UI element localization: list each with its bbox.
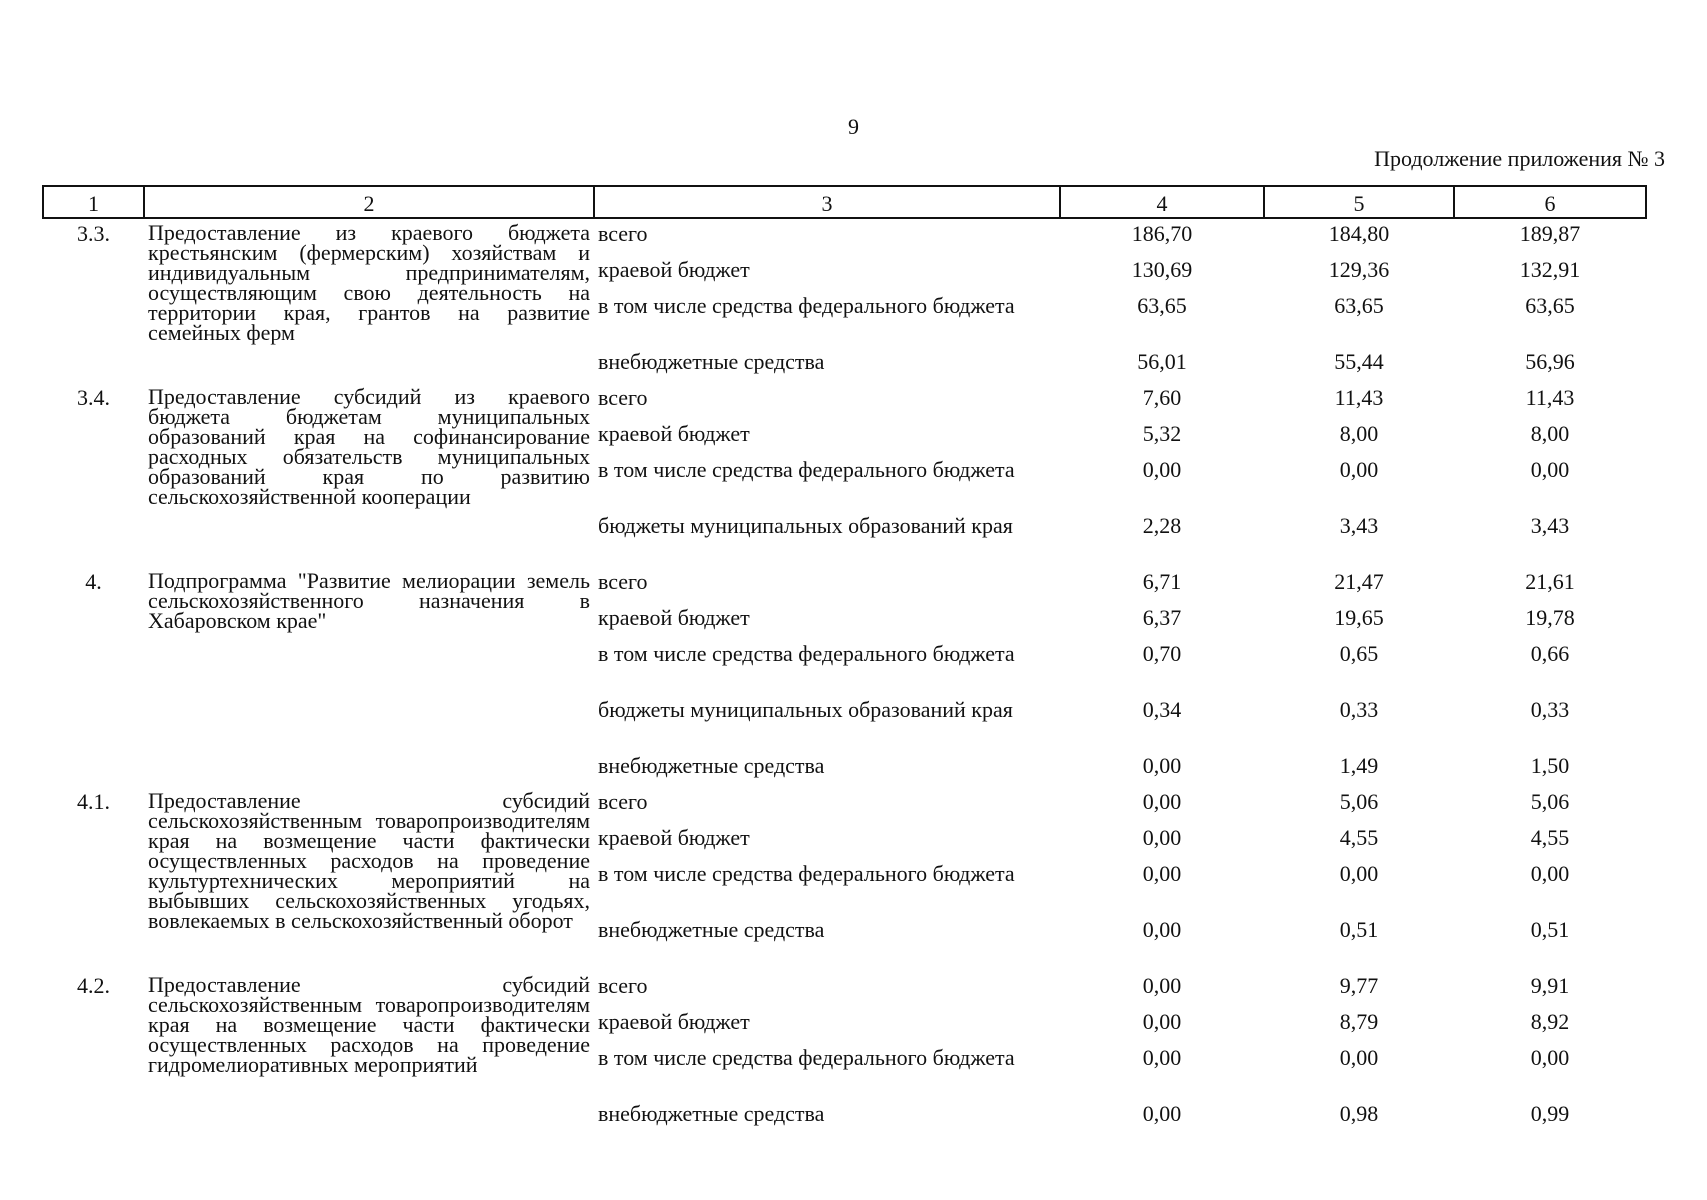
measure-name: Предоставление субсидий сельскохозяйственным товаропроизводителям края на возмещение части фактически осуществленных расходов на проведение культуртехнических мероприятий на выбывших сельскохозяйственных угодьях, вовлекаемых в сельскохозяйственный оборот: [148, 788, 590, 933]
value-v6: 3,43: [1530, 513, 1570, 538]
value-v5: 129,36: [1328, 257, 1390, 282]
value-v4: 0,00: [1142, 825, 1182, 850]
value-v4: 63,65: [1137, 293, 1187, 318]
value-v6: 9,91: [1530, 973, 1570, 998]
funding-source: краевой бюджет: [598, 825, 750, 850]
value-v4: 0,34: [1142, 697, 1182, 722]
value-v4: 186,70: [1131, 221, 1193, 246]
value-v5: 0,98: [1339, 1101, 1379, 1126]
value-v6: 132,91: [1519, 257, 1581, 282]
value-v4: 0,00: [1142, 457, 1182, 482]
funding-source: в том числе средства федерального бюджета: [598, 641, 1015, 666]
value-v5: 11,43: [1334, 385, 1384, 410]
value-v5: 21,47: [1334, 569, 1384, 594]
funding-source: бюджеты муниципальных образований края: [598, 513, 1013, 538]
col-header-4: 4: [1060, 186, 1264, 218]
page-number: 9: [848, 114, 859, 139]
row-number: 3.4.: [77, 385, 110, 410]
measure-name: Предоставление из краевого бюджета крестьянским (фермерским) хозяйствам и индивидуальным предпринимателям, осуществляющим свою деятельность на территории края, грантов на развитие семейных ферм: [148, 220, 590, 345]
value-v4: 0,00: [1142, 1009, 1182, 1034]
value-v6: 8,00: [1530, 421, 1570, 446]
value-v5: 9,77: [1339, 973, 1379, 998]
row-number: 4.: [85, 569, 102, 594]
value-v5: 3,43: [1339, 513, 1379, 538]
funding-source: в том числе средства федерального бюджета: [598, 293, 1015, 318]
measure-name: Подпрограмма "Развитие мелиорации земель сельскохозяйственного назначения в Хабаровском крае": [148, 568, 590, 633]
value-v4: 2,28: [1142, 513, 1182, 538]
funding-source: внебюджетные средства: [598, 917, 825, 942]
value-v5: 63,65: [1334, 293, 1384, 318]
value-v6: 5,06: [1530, 789, 1570, 814]
measure-name: Предоставление субсидий сельскохозяйственным товаропроизводителям края на возмещение части фактически осуществленных расходов на проведение гидромелиоративных мероприятий: [148, 972, 590, 1077]
col-header-5: 5: [1264, 186, 1454, 218]
value-v4: 6,71: [1142, 569, 1182, 594]
value-v6: 1,50: [1530, 753, 1570, 778]
value-v4: 7,60: [1142, 385, 1182, 410]
table-row: [43, 218, 1646, 255]
value-v4: 0,00: [1142, 789, 1182, 814]
value-v4: 6,37: [1142, 605, 1182, 630]
value-v5: 184,80: [1328, 221, 1390, 246]
value-v4: 0,00: [1142, 973, 1182, 998]
table-row: [43, 787, 1646, 823]
value-v6: 63,65: [1525, 293, 1575, 318]
value-v4: 56,01: [1137, 349, 1187, 374]
value-v5: 0,00: [1339, 861, 1379, 886]
value-v6: 0,00: [1530, 1045, 1570, 1070]
table-body: [43, 218, 1646, 1135]
table-row: [43, 383, 1646, 419]
value-v6: 0,33: [1530, 697, 1570, 722]
value-v5: 19,65: [1334, 605, 1384, 630]
value-v4: 0,00: [1142, 917, 1182, 942]
value-v5: 0,00: [1339, 457, 1379, 482]
table-row: [43, 567, 1646, 603]
value-v5: 0,51: [1339, 917, 1379, 942]
value-v4: 0,00: [1142, 861, 1182, 886]
funding-source: краевой бюджет: [598, 421, 750, 446]
value-v6: 21,61: [1525, 569, 1575, 594]
funding-source: внебюджетные средства: [598, 753, 825, 778]
value-v4: 0,00: [1142, 753, 1182, 778]
funding-source: всего: [598, 385, 648, 410]
funding-source: краевой бюджет: [598, 1009, 750, 1034]
value-v4: 0,70: [1142, 641, 1182, 666]
value-v4: 5,32: [1142, 421, 1182, 446]
funding-source: бюджеты муниципальных образований края: [598, 697, 1013, 722]
value-v6: 0,51: [1530, 917, 1570, 942]
continuation-title: Продолжение приложения № 3: [1374, 146, 1665, 171]
value-v5: 55,44: [1334, 349, 1384, 374]
value-v4: 130,69: [1131, 257, 1193, 282]
funding-source: всего: [598, 789, 648, 814]
value-v6: 56,96: [1525, 349, 1575, 374]
value-v6: 19,78: [1525, 605, 1575, 630]
header-row: [43, 186, 1646, 218]
col-header-3: 3: [594, 186, 1060, 218]
funding-source: внебюджетные средства: [598, 349, 825, 374]
value-v5: 8,79: [1339, 1009, 1379, 1034]
value-v4: 0,00: [1142, 1101, 1182, 1126]
budget-table: [42, 185, 1647, 1135]
funding-source: всего: [598, 569, 648, 594]
col-header-1: 1: [43, 186, 144, 218]
measure-name: Предоставление субсидий из краевого бюджета бюджетам муниципальных образований края на софинансирование расходных обязательств муниципальных образований края по развитию сельскохозяйственной кооперации: [148, 384, 590, 509]
value-v5: 0,65: [1339, 641, 1379, 666]
value-v6: 0,00: [1530, 457, 1570, 482]
value-v6: 0,00: [1530, 861, 1570, 886]
value-v5: 1,49: [1339, 753, 1379, 778]
value-v6: 8,92: [1530, 1009, 1570, 1034]
value-v6: 4,55: [1530, 825, 1570, 850]
value-v5: 5,06: [1339, 789, 1379, 814]
value-v6: 189,87: [1519, 221, 1581, 246]
value-v5: 4,55: [1339, 825, 1379, 850]
table-row: [43, 971, 1646, 1007]
funding-source: всего: [598, 973, 648, 998]
funding-source: краевой бюджет: [598, 605, 750, 630]
funding-source: внебюджетные средства: [598, 1101, 825, 1126]
value-v5: 0,33: [1339, 697, 1379, 722]
funding-source: в том числе средства федерального бюджета: [598, 457, 1015, 482]
funding-source: в том числе средства федерального бюджета: [598, 1045, 1015, 1070]
value-v4: 0,00: [1142, 1045, 1182, 1070]
funding-source: в том числе средства федерального бюджета: [598, 861, 1015, 886]
row-number: 3.3.: [77, 221, 110, 246]
value-v5: 0,00: [1339, 1045, 1379, 1070]
funding-source: всего: [598, 221, 648, 246]
funding-source: краевой бюджет: [598, 257, 750, 282]
col-header-2: 2: [144, 186, 594, 218]
value-v6: 0,99: [1530, 1101, 1570, 1126]
col-header-6: 6: [1454, 186, 1646, 218]
row-number: 4.2.: [77, 973, 110, 998]
value-v6: 0,66: [1530, 641, 1570, 666]
value-v6: 11,43: [1525, 385, 1575, 410]
row-number: 4.1.: [77, 789, 110, 814]
value-v5: 8,00: [1339, 421, 1379, 446]
